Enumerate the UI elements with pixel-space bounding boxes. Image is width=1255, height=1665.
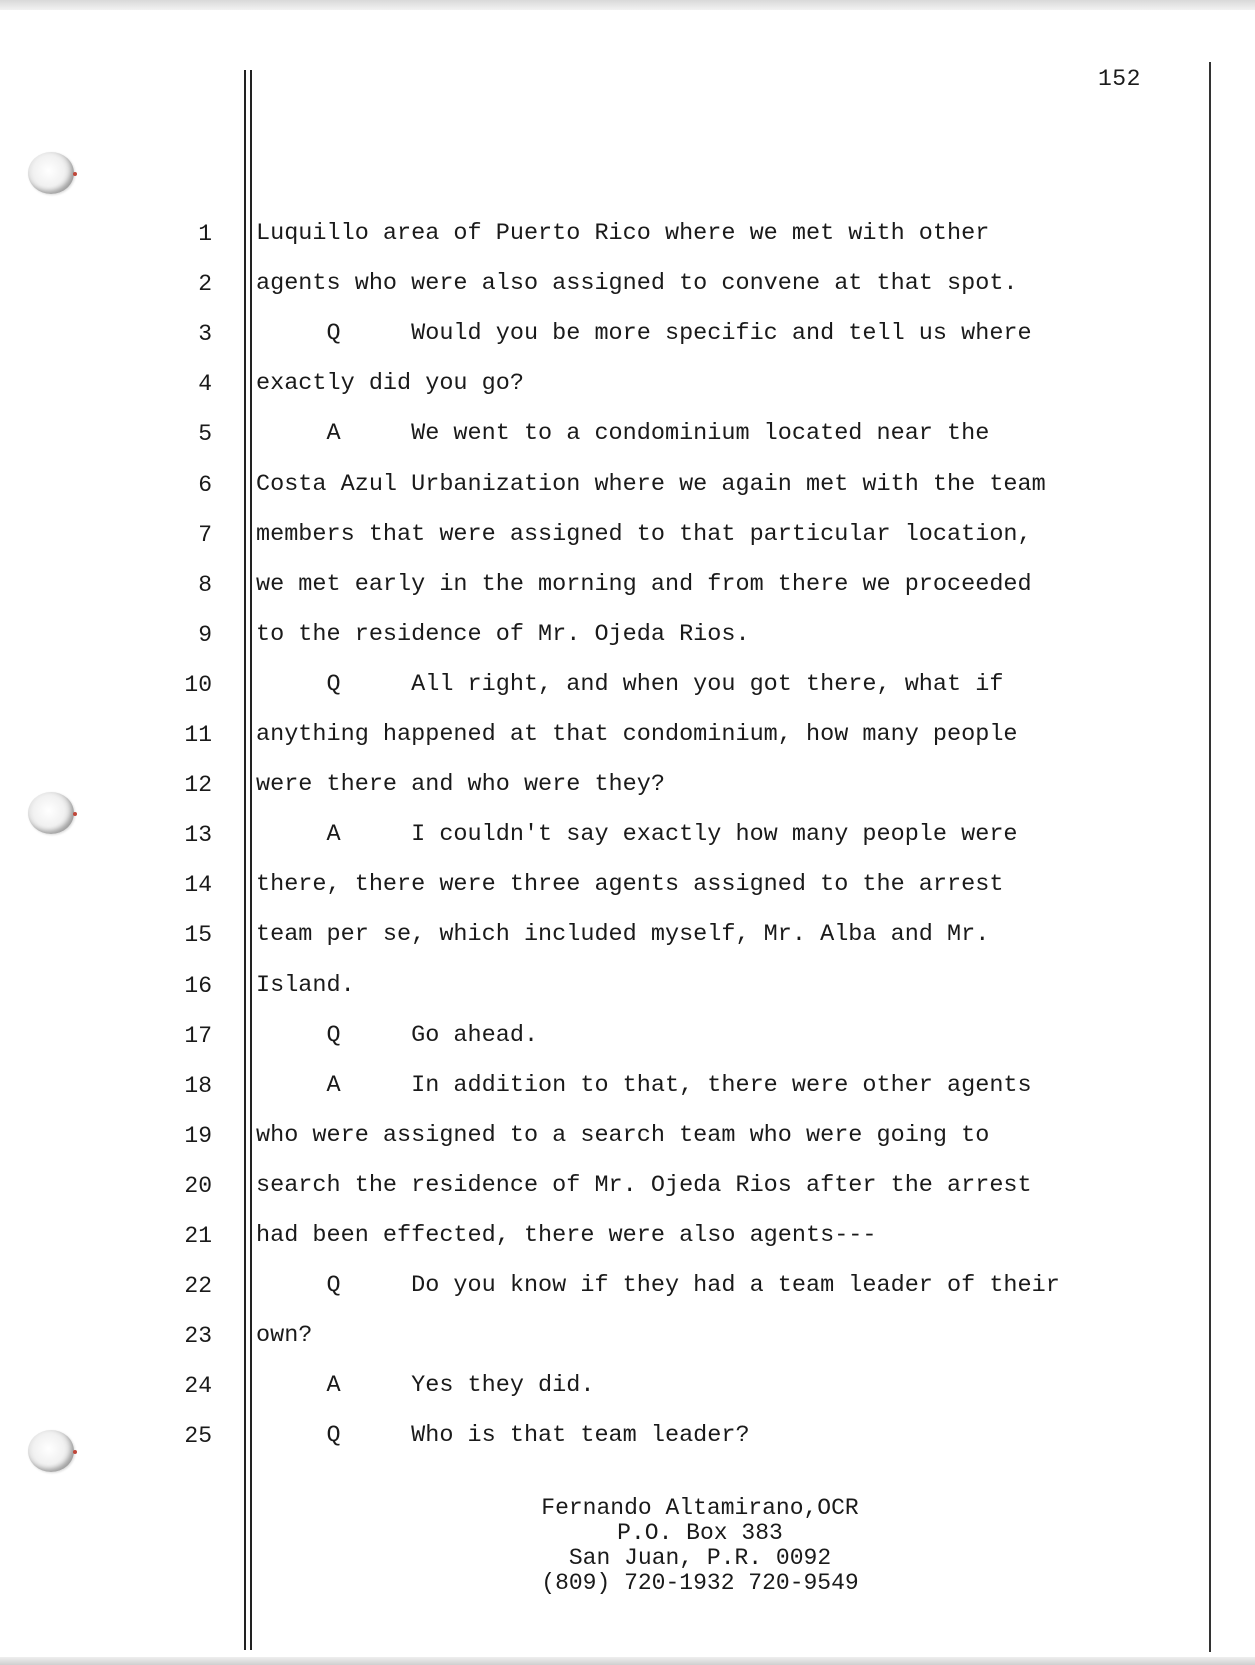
line-number: 7 (198, 522, 212, 548)
transcript-line: Q Would you be more specific and tell us where (256, 320, 1032, 347)
line-number: 17 (184, 1023, 212, 1049)
margin-rule-right (1209, 62, 1211, 1652)
reporter-footer (400, 1496, 1000, 1596)
transcript-line: who were assigned to a search team who were going to (256, 1122, 990, 1149)
transcript-line: A In addition to that, there were other agents (256, 1072, 1032, 1099)
transcript-line: there, there were three agents assigned to the arrest (256, 871, 1004, 898)
transcript-line: own? (256, 1322, 313, 1349)
reporter-city: San Juan, P.R. 0092 (568, 1545, 832, 1571)
line-number: 1 (198, 221, 212, 247)
transcript-line: Q Who is that team leader? (256, 1422, 750, 1449)
line-number: 9 (198, 622, 212, 648)
line-number: 25 (184, 1423, 212, 1449)
reporter-address: P.O. Box 383 (617, 1520, 783, 1546)
transcript-line: Q Do you know if they had a team leader of their (256, 1272, 1060, 1299)
transcript-line: Costa Azul Urbanization where we again met with the team (256, 471, 1046, 498)
reporter-phone: (809) 720-1932 720-9549 (541, 1570, 859, 1596)
margin-rule-left (244, 70, 246, 1650)
punch-hole-icon (28, 152, 74, 194)
scan-bottom-edge (0, 1657, 1255, 1665)
transcript-line: had been effected, there were also agents--- (256, 1222, 877, 1249)
line-number: 20 (184, 1173, 212, 1199)
transcript-line: members that were assigned to that particular location, (256, 521, 1032, 548)
line-number: 14 (184, 872, 212, 898)
transcript-line: search the residence of Mr. Ojeda Rios after the arrest (256, 1172, 1032, 1199)
line-number: 18 (184, 1073, 212, 1099)
transcript-line: exactly did you go? (256, 370, 524, 397)
line-number: 3 (198, 321, 212, 347)
line-number: 21 (184, 1223, 212, 1249)
punch-hole-icon (28, 792, 74, 834)
transcript-line: were there and who were they? (256, 771, 665, 798)
transcript-line: A Yes they did. (256, 1372, 595, 1399)
transcript-line: team per se, which included myself, Mr. Alba and Mr. (256, 921, 990, 948)
transcript-line: Q All right, and when you got there, what if (256, 671, 1004, 698)
line-number: 8 (198, 572, 212, 598)
punch-hole-icon (28, 1430, 74, 1472)
transcript-line: to the residence of Mr. Ojeda Rios. (256, 621, 750, 648)
line-number: 23 (184, 1323, 212, 1349)
transcript-line: we met early in the morning and from there we proceeded (256, 571, 1032, 598)
line-number: 24 (184, 1373, 212, 1399)
line-number: 11 (184, 722, 212, 748)
scan-top-edge (0, 0, 1255, 10)
reporter-name: Fernando Altamirano,OCR (541, 1495, 859, 1521)
line-number: 6 (198, 472, 212, 498)
transcript-line: A I couldn't say exactly how many people were (256, 821, 1018, 848)
line-number: 12 (184, 772, 212, 798)
transcript-line: agents who were also assigned to convene at that spot. (256, 270, 1018, 297)
page-number: 152 (1098, 66, 1141, 92)
transcript-line: Q Go ahead. (256, 1022, 539, 1049)
line-number: 5 (198, 421, 212, 447)
line-number: 4 (198, 371, 212, 397)
line-number: 22 (184, 1273, 212, 1299)
transcript-line: anything happened at that condominium, how many people (256, 721, 1018, 748)
line-number: 15 (184, 922, 212, 948)
transcript-line: Luquillo area of Puerto Rico where we met with other (256, 220, 990, 247)
line-number: 10 (184, 672, 212, 698)
transcript-line: A We went to a condominium located near the (256, 420, 990, 447)
line-number: 16 (184, 973, 212, 999)
line-number: 19 (184, 1123, 212, 1149)
transcript-line: Island. (256, 972, 355, 999)
margin-rule-left-inner (250, 70, 252, 1650)
line-number: 2 (198, 271, 212, 297)
line-number: 13 (184, 822, 212, 848)
